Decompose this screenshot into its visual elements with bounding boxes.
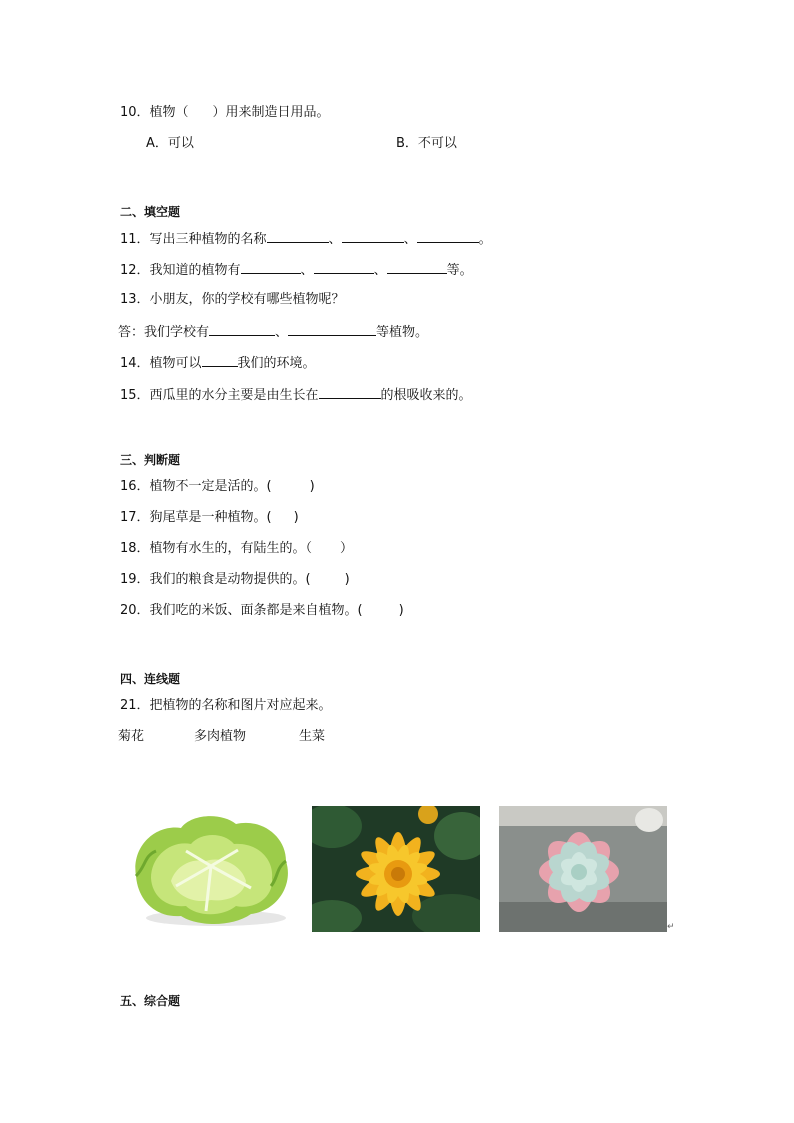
question-18-text: 18．植物有水生的，有陆生的。（ [120,541,313,556]
question-18 [120,540,353,558]
question-13-answer [118,322,428,342]
close-paren: ) [398,603,404,618]
question-12 [120,260,473,280]
question-10 [120,104,330,122]
answer-blank[interactable] [202,353,238,367]
question-11-end: 。 [478,232,492,247]
separator: 、 [403,232,417,247]
answer-blank[interactable] [342,229,404,243]
question-20-text: 20．我们吃的米饭、面条都是来自植物。( [120,603,363,618]
question-17-text: 17．狗尾草是一种植物。( [120,510,272,525]
section-heading-comprehensive: 五、综合题 [120,994,181,1008]
question-12-text: 12．我知道的植物有 [120,263,241,278]
option-b[interactable]: B．不可以 [396,136,457,151]
close-paren: ) [309,479,315,494]
question-19-text: 19．我们的粮食是动物提供的。( [120,572,311,587]
succulent-image[interactable] [499,806,667,932]
close-paren: ） [340,541,354,556]
close-paren: ) [293,510,299,525]
close-paren: ) [344,572,350,587]
question-13: 13．小朋友，你的学校有哪些植物呢？ [120,292,345,307]
answer-blank[interactable] [241,260,301,274]
plant-name-chrysanthemum[interactable]: 菊花 [118,729,145,744]
chrysanthemum-image[interactable] [312,806,480,932]
plant-name-lettuce[interactable]: 生菜 [299,729,326,744]
answer-blank[interactable] [319,385,381,399]
question-20 [120,602,404,620]
separator: 、 [328,232,342,247]
question-17 [120,509,299,527]
section-heading-fill-in: 二、填空题 [120,205,181,219]
question-10-text-b: ）用来制造日用品。 [212,105,330,120]
question-12-end: 等。 [446,263,473,278]
question-11 [120,229,492,249]
answer-blank[interactable] [288,322,376,336]
separator: 、 [373,263,387,278]
question-14-text: 14．植物可以 [120,356,202,371]
question-15 [120,385,472,405]
separator: 、 [275,325,289,340]
question-16 [120,478,315,496]
section-heading-matching: 四、连线题 [120,672,181,686]
question-21: 21．把植物的名称和图片对应起来。 [120,698,332,713]
question-14 [120,353,316,373]
answer-blank[interactable] [209,322,275,336]
answer-blank[interactable] [387,260,447,274]
paragraph-mark-icon: ↵ [667,922,675,932]
answer-prefix: 答：我们学校有 [118,325,210,340]
answer-blank[interactable] [267,229,329,243]
lettuce-image[interactable] [126,806,294,932]
answer-blank[interactable] [417,229,479,243]
plant-name-succulent[interactable]: 多肉植物 [194,729,247,744]
question-14-end: 我们的环境。 [237,356,316,371]
question-15-end: 的根吸收来的。 [380,388,472,403]
option-a[interactable]: A．可以 [146,136,194,151]
answer-blank[interactable] [314,260,374,274]
question-16-text: 16．植物不一定是活的。( [120,479,272,494]
question-15-text: 15．西瓜里的水分主要是由生长在 [120,388,319,403]
question-11-text: 11．写出三种植物的名称 [120,232,267,247]
question-19 [120,571,350,589]
question-10-text-a: 10．植物（ [120,105,189,120]
answer-end: 等植物。 [376,325,429,340]
separator: 、 [300,263,314,278]
section-heading-true-false: 三、判断题 [120,453,181,467]
